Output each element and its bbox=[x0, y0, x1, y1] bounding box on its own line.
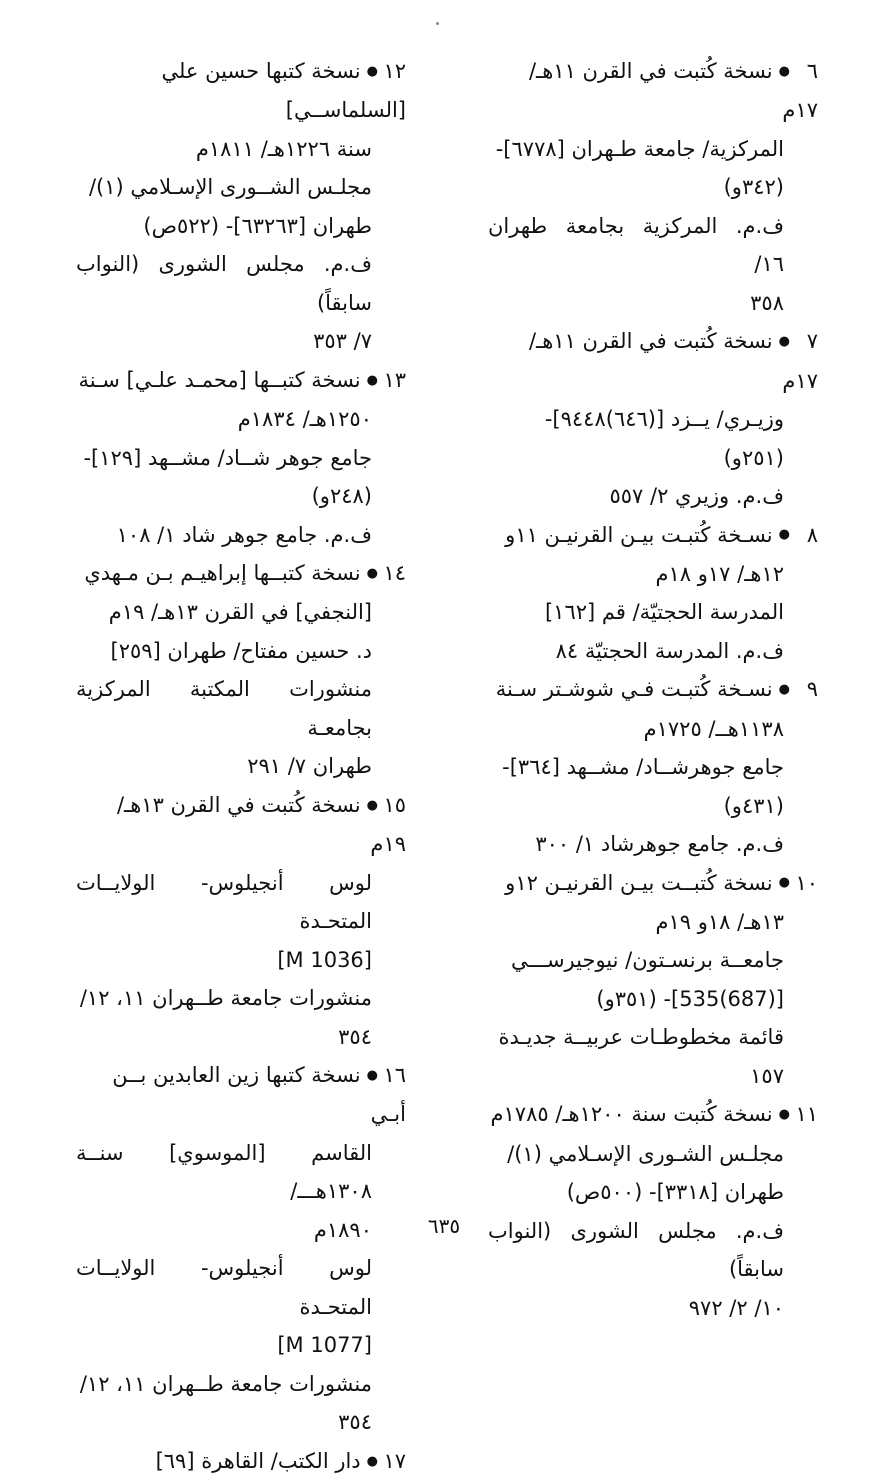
entry-line: جامع جوهر شــاد/ مشــهد [١٢٩]- bbox=[76, 439, 406, 478]
bullet-icon: ● bbox=[367, 1057, 378, 1096]
entry-line: مجلـس الشـورى الإسـلامي (١)/ bbox=[488, 1135, 818, 1174]
entry-title: نسخة كُتبت في القرن ١٣هـ/ ١٩م bbox=[117, 793, 406, 856]
bullet-icon: ● bbox=[779, 323, 790, 362]
entry-line: ١٣هـ/ ١٨و ١٩م bbox=[488, 903, 818, 942]
entry-title: نسخة كتبــها إبراهيـم بـن مـهدي bbox=[84, 561, 360, 585]
entry-line: ف.م. مجلس الشورى (النواب سابقاً) bbox=[488, 1212, 818, 1289]
entry-line: طهران [٦٣٢٦٣]- (٥٢٢ص) bbox=[76, 207, 406, 246]
bullet-icon: ● bbox=[367, 53, 378, 92]
entry-line: ١١٣٨هــ/ ١٧٢٥م bbox=[488, 710, 818, 749]
entry-number: ١٧ bbox=[380, 1442, 406, 1481]
entry-line: د. حسين مفتاح/ طهران [٢٥٩] bbox=[76, 632, 406, 671]
entry-number: ١٦ bbox=[380, 1056, 406, 1095]
manuscript-entry bbox=[76, 361, 406, 554]
entry-line: منشورات جامعة طــهران ١١، ١٢/ bbox=[76, 979, 406, 1018]
entry-number: ٦ bbox=[792, 52, 818, 91]
entry-line: المركزية/ جامعة طـهران [٦٧٧٨]- bbox=[488, 130, 818, 169]
entry-line: ١٥٧ bbox=[488, 1057, 818, 1096]
entry-title: نسـخة كُتبـت بيـن القرنيـن ١١و bbox=[505, 523, 773, 547]
entry-head bbox=[76, 52, 406, 130]
entry-line: مجلـس الشــورى الإسـلامي (١)/ bbox=[76, 168, 406, 207]
entry-title: نسخة كُتبت سنة ١٢٠٠هـ/ ١٧٨٥م bbox=[491, 1102, 773, 1126]
entry-line: ١٢هـ/ ١٧و ١٨م bbox=[488, 555, 818, 594]
entry-line: طهران [٣٣١٨]- (٥٠٠ص) bbox=[488, 1173, 818, 1212]
manuscript-entry bbox=[76, 1056, 406, 1442]
entry-line: لوس أنجيلوس- الولايــات المتحـدة bbox=[76, 1249, 406, 1326]
entry-head bbox=[76, 786, 406, 864]
entry-line: جامع جوهرشــاد/ مشــهد [٣٦٤]- bbox=[488, 748, 818, 787]
entry-number: ٨ bbox=[792, 516, 818, 555]
manuscript-entry bbox=[76, 786, 406, 1056]
entry-head bbox=[76, 554, 406, 593]
entry-line: (٤٣١و) bbox=[488, 787, 818, 826]
manuscript-entry bbox=[76, 1442, 406, 1481]
entry-title: نسخة كُتبت في القرن ١١هـ/ ١٧م bbox=[529, 59, 818, 122]
bullet-icon: ● bbox=[367, 555, 378, 594]
manuscript-entry bbox=[488, 1095, 818, 1327]
entry-line: [M 1036] bbox=[76, 941, 406, 980]
entry-head bbox=[488, 322, 818, 400]
bullet-icon: ● bbox=[779, 516, 790, 555]
manuscript-entry bbox=[76, 554, 406, 786]
left-column bbox=[76, 52, 406, 1481]
entry-line: [النجفي] في القرن ١٣هـ/ ١٩م bbox=[76, 593, 406, 632]
entry-head bbox=[488, 516, 818, 555]
scan-mark bbox=[436, 22, 439, 25]
entry-line: (٢٥١و) bbox=[488, 439, 818, 478]
entry-head bbox=[76, 361, 406, 400]
entry-line: ١٨٩٠م bbox=[76, 1211, 406, 1250]
bullet-icon: ● bbox=[779, 864, 790, 903]
entry-line: ف.م. وزيري ٢/ ٥٥٧ bbox=[488, 477, 818, 516]
entry-number: ١٥ bbox=[380, 786, 406, 825]
entry-line: منشورات جامعة طــهران ١١، ١٢/ bbox=[76, 1365, 406, 1404]
entry-head bbox=[488, 670, 818, 709]
entry-line: منشورات المكتبة المركزية بجامعـة bbox=[76, 670, 406, 747]
manuscript-entry bbox=[488, 52, 818, 322]
entry-head bbox=[488, 864, 818, 903]
entry-line: وزيـري/ يــزد [(٦٤٦)٩٤٤٨]- bbox=[488, 400, 818, 439]
entry-line: لوس أنجيلوس- الولايــات المتحـدة bbox=[76, 864, 406, 941]
entry-head bbox=[488, 52, 818, 130]
entry-head bbox=[488, 1095, 818, 1134]
manuscript-entry bbox=[488, 516, 818, 671]
entry-number: ٧ bbox=[792, 322, 818, 361]
entry-line: ف.م. المدرسة الحجتيّة ٨٤ bbox=[488, 632, 818, 671]
entry-number: ١٢ bbox=[380, 52, 406, 91]
entry-line: [(687)535]- (٣٥١و) bbox=[488, 980, 818, 1019]
bullet-icon: ● bbox=[779, 53, 790, 92]
entry-line: ف.م. جامع جوهرشاد ١/ ٣٠٠ bbox=[488, 825, 818, 864]
entry-line: ٧/ ٣٥٣ bbox=[76, 322, 406, 361]
manuscript-entry bbox=[488, 670, 818, 863]
entry-line: ف.م. المركزية بجامعة طهران ١٦/ bbox=[488, 207, 818, 284]
entry-line: ف.م. مجلس الشورى (النواب سابقاً) bbox=[76, 245, 406, 322]
entry-line: ٣٥٤ bbox=[76, 1018, 406, 1057]
entry-title: نسخة كُتبــت بيـن القرنيـن ١٢و bbox=[505, 871, 773, 895]
entry-line: ٣٥٨ bbox=[488, 284, 818, 323]
entry-head bbox=[76, 1056, 406, 1134]
entry-line: ١٢٥٠هـ/ ١٨٣٤م bbox=[76, 400, 406, 439]
entry-line: ف.م. جامع جوهر شاد ١/ ١٠٨ bbox=[76, 516, 406, 555]
page-number: ٦٣٥ bbox=[0, 1214, 888, 1238]
entry-title: نسخة كُتبت في القرن ١١هـ/ ١٧م bbox=[529, 329, 818, 392]
entry-line: جامعــة برنسـتون/ نيوجيرســـي bbox=[488, 941, 818, 980]
entry-line: سنة ١٢٢٦هـ/ ١٨١١م bbox=[76, 130, 406, 169]
bullet-icon: ● bbox=[367, 362, 378, 401]
entry-number: ١٤ bbox=[380, 554, 406, 593]
entry-number: ٩ bbox=[792, 670, 818, 709]
bullet-icon: ● bbox=[367, 1443, 378, 1481]
entry-title: نسخة كتبها حسين علي [السلماســي] bbox=[161, 59, 406, 122]
manuscript-entry bbox=[488, 864, 818, 1096]
entry-title: نسخة كتبــها [محمـد علـي] سـنة bbox=[79, 368, 361, 392]
bullet-icon: ● bbox=[779, 1096, 790, 1135]
manuscript-entry bbox=[76, 52, 406, 361]
entry-line: ١٠/ ٢/ ٩٧٢ bbox=[488, 1289, 818, 1328]
entry-title: نسـخة كُتبـت فـي شوشـتر سـنة bbox=[496, 677, 773, 701]
entry-number: ١٠ bbox=[792, 864, 818, 903]
right-column bbox=[488, 52, 818, 1327]
entry-line: القاسم [الموسوي] سنــة ١٣٠٨هـــ/ bbox=[76, 1134, 406, 1211]
bullet-icon: ● bbox=[367, 787, 378, 826]
entry-head bbox=[76, 1442, 406, 1481]
entry-line: (٣٤٢و) bbox=[488, 168, 818, 207]
entry-line: [M 1077] bbox=[76, 1326, 406, 1365]
entry-line: طهران ٧/ ٢٩١ bbox=[76, 747, 406, 786]
entry-line: (٢٤٨و) bbox=[76, 477, 406, 516]
entry-line: ٣٥٤ bbox=[76, 1403, 406, 1442]
entry-number: ١٣ bbox=[380, 361, 406, 400]
manuscript-entry bbox=[488, 322, 818, 515]
entry-number: ١١ bbox=[792, 1095, 818, 1134]
entry-line: المدرسة الحجتيّة/ قم [١٦٢] bbox=[488, 593, 818, 632]
bullet-icon: ● bbox=[779, 671, 790, 710]
entry-title: دار الكتب/ القاهرة [٦٩] bbox=[156, 1449, 361, 1473]
entry-title: نسخة كتبها زين العابدين بــن أبـي bbox=[112, 1063, 406, 1126]
entry-line: قائمة مخطوطـات عربيــة جديـدة bbox=[488, 1018, 818, 1057]
